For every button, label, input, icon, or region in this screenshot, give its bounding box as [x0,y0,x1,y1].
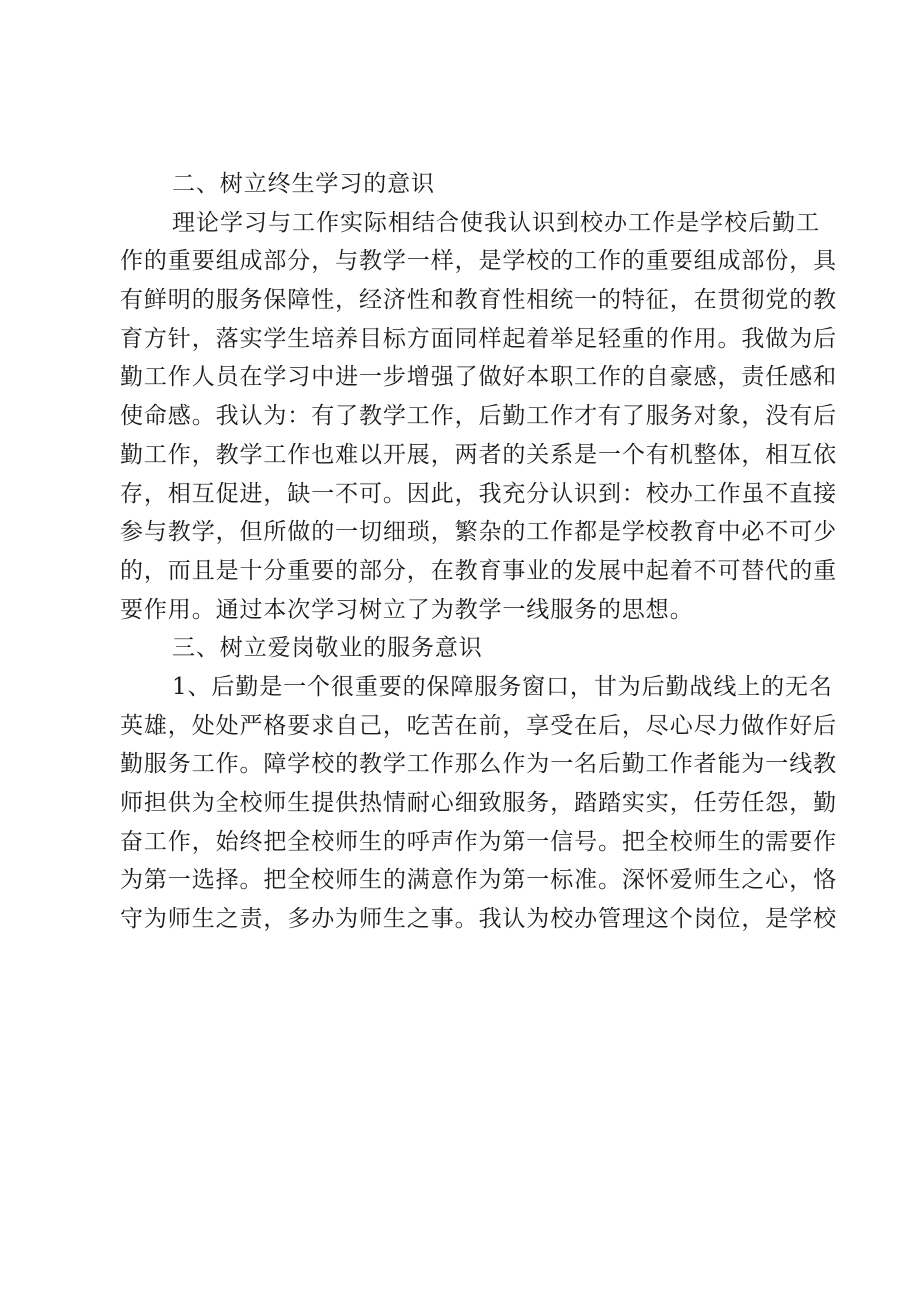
section-heading: 二、树立终生学习的意识 [172,171,435,197]
paragraph-line: 参与教学，但所做的一切细琐，繁杂的工作都是学校教育中必不可少 [120,519,837,546]
paragraph-line: 师担供为全校师生提供热情耐心细致服务，踏踏实实，任劳任怨，勤 [120,790,837,816]
paragraph-line: 奋工作，始终把全校师生的呼声作为第一信号。把全校师生的需要作 [120,828,837,855]
paragraph-line: 的，而且是十分重要的部分，在教育事业的发展中起着不可替代的重 [120,557,837,584]
paragraph-line: 1、后勤是一个很重要的保障服务窗口，甘为后勤战线上的无名 [172,673,833,700]
paragraph-line: 作的重要组成部分，与教学一样，是学校的工作的重要组成部份，具 [120,248,837,275]
paragraph-line: 使命感。我认为：有了教学工作，后勤工作才有了服务对象，没有后 [120,403,837,430]
paragraph-line: 英雄，处处严格要求自己，吃苦在前，享受在后，尽心尽力做作好后 [120,712,837,739]
paragraph-line: 勤工作，教学工作也难以开展，两者的关系是一个有机整体，相互依 [120,441,837,468]
paragraph-line: 有鲜明的服务保障性，经济性和教育性相统一的特征，在贯彻党的教 [120,287,837,314]
paragraph-line: 为第一选择。把全校师生的满意作为第一标准。深怀爱师生之心，恪 [120,867,837,894]
paragraph-line: 育方针，落实学生培养目标方面同样起着举足轻重的作用。我做为后 [120,325,837,352]
section-heading: 三、树立爱岗敬业的服务意识 [172,635,483,662]
paragraph-line: 理论学习与工作实际相结合使我认识到校办工作是学校后勤工 [172,209,820,236]
document-body [120,165,837,939]
paragraph-line: 守为师生之责，多办为师生之事。我认为校办管理这个岗位，是学校 [120,906,837,933]
paragraph-line: 勤服务工作。障学校的教学工作那么作为一名后勤工作者能为一线教 [120,751,837,778]
paragraph-line: 勤工作人员在学习中进一步增强了做好本职工作的自豪感，责任感和 [120,364,837,391]
paragraph-line: 存，相互促进，缺一不可。因此，我充分认识到：校办工作虽不直接 [120,480,837,507]
paragraph-line: 要作用。通过本次学习树立了为教学一线服务的思想。 [120,596,694,623]
